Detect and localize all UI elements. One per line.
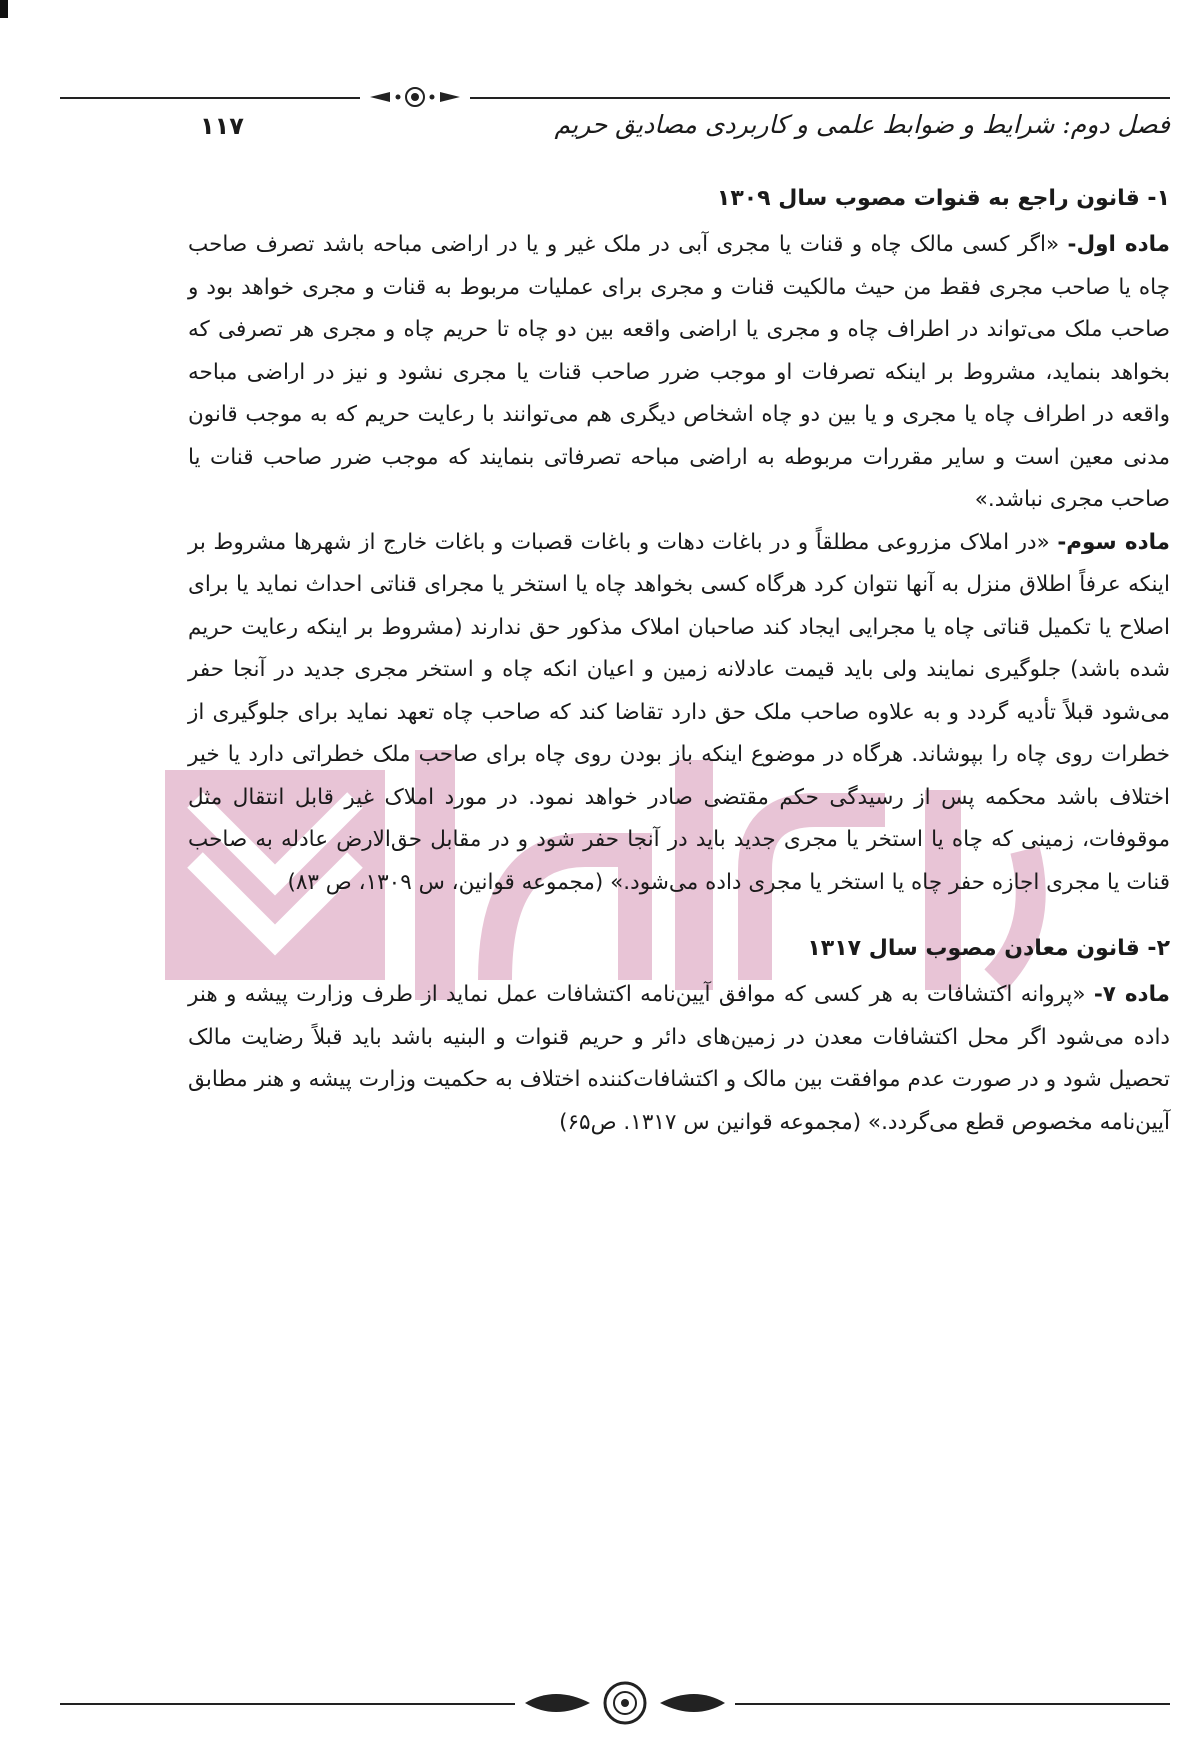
- section-heading: ۱- قانون راجع به قنوات مصوب سال ۱۳۰۹: [716, 186, 1170, 211]
- running-head: فصل دوم: شرایط و ضوابط علمی و کاربردی مصادیق حریم: [554, 110, 1170, 139]
- header-ornament-icon: [360, 86, 470, 108]
- article-lead: ماده ۷-: [1093, 982, 1170, 1007]
- footer-ornament-icon: [515, 1680, 735, 1726]
- article-text: «پروانه اکتشافات به هر کسی که موافق آیین‌نامه اکتشافات عمل نماید از طرف وزارت پیشه و هنر داده می‌شود اگر محل اکتشافات معدن در زمین‌های دائر و حریم قنوات و البنیه باشد باید قبلاً رضایت مالک تحصیل شود و در صورت عدم موافقت بین مالک و اکتشافات‌کننده اختلاف به حکمیت وزارت پیشه و هنر مطابق آیین‌نامه مخصوص قطع می‌گردد.» (مجموعه قوانین س ۱۳۱۷. ص۶۵): [188, 982, 1170, 1135]
- article-text: «اگر کسی مالک چاه و قنات یا مجری آبی در ملک غیر و یا در اراضی مباحه باشد تصرف صاحب چاه یا صاحب مجری فقط من حیث مالکیت قنات و مجری برای عملیات مربوط به قنات و مجری خواهد بود و صاحب ملک می‌تواند در اطراف چاه و مجری یا اراضی واقعه بین دو چاه تا حریم چاه و مجری هر تصرفی که بخواهد بنماید، مشروط بر اینکه تصرفات او موجب ضرر صاحب قنات یا مجری نشود و نیز در اراضی مباحه واقعه در اطراف چاه یا مجری و یا بین دو چاه اشخاص دیگری هم می‌توانند با رعایت حریم که به موجب قانون مدنی معین است و سایر مقررات مربوطه به اراضی مباحه تصرفاتی بنمایند که موجب ضرر صاحب قنات یا صاحب مجری نباشد.»: [188, 232, 1170, 512]
- article-lead: ماده سوم-: [1057, 529, 1170, 555]
- article-paragraph: [188, 522, 1170, 905]
- page-content: [188, 180, 1170, 1144]
- article-paragraph: [188, 224, 1170, 522]
- article-lead: ماده اول-: [1067, 232, 1170, 257]
- scan-corner-mark: [0, 0, 8, 18]
- article-text: «در املاک مزروعی مطلقاً و در باغات دهات و باغات قصبات و باغات خارج از شهرها مشروط بر اینکه عرفاً اطلاق منزل به آنها نتوان کرد هرگاه کسی بخواهد چاه یا استخر یا مجرای قناتی احداث نماید یا برای اصلاح یا تکمیل قناتی چاه یا مجرایی ایجاد کند صاحبان املاک مذکور حق ندارند (مشروط بر اینکه رعایت حریم شده باشد) جلوگیری نمایند ولی باید قیمت عادلانه زمین و اعیان انکه چاه و استخر مجری جدید در آنجا حفر می‌شود قبلاً تأدیه گردد و به علاوه صاحب ملک حق دارد تقاضا کند که صاحب چاه تعهد نماید برای جلوگیری از خطرات روی چاه را بپوشاند. هرگاه در موضوع اینکه باز بودن روی چاه برای صاحب ملک خطراتی دارد یا خیر اختلاف باشد محکمه پس از رسیدگی حکم مقتضی صادر خواهد نمود. در مورد املاک غیر قابل انتقال مثل موقوفات، زمینی که چاه یا استخر یا مجری جدید باید در آنجا حفر شود و در مقابل حق‌الارض عادله به صاحب قنات یا مجری اجازه حفر چاه یا استخر یا مجری داده می‌شود.» (مجموعه قوانین، س ۱۳۰۹، ص ۸۳): [188, 529, 1170, 895]
- header-rule: [60, 97, 1170, 99]
- section-heading: ۲- قانون معادن مصوب سال ۱۳۱۷: [807, 936, 1170, 961]
- article-paragraph: [188, 974, 1170, 1144]
- page-number: ۱۱۷: [200, 112, 244, 140]
